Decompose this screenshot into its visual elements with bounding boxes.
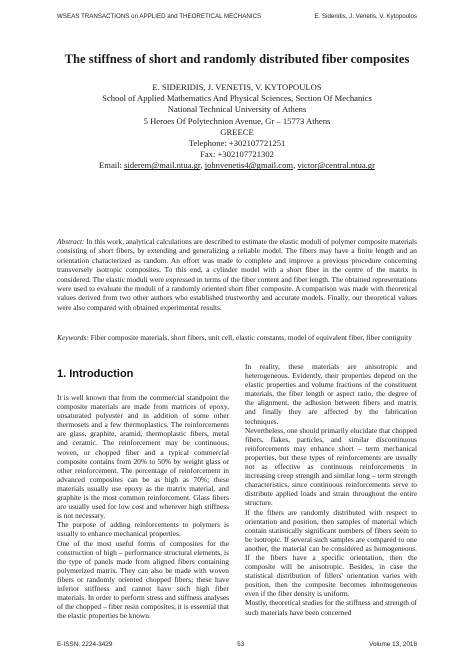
email-line (40, 160, 434, 171)
affiliation-country: GREECE (220, 126, 254, 137)
affiliation-university: National Technical University of Athens (167, 104, 307, 115)
author-affiliation-block (40, 82, 434, 172)
affiliation-school: School of Applied Mathematics And Physical Sciences, Section Of Mechanics (102, 93, 372, 104)
paragraph: Nevertheless, one should primarily elucidate that chopped fibers, flakes, particles, and similar discontinuous reinforcements may enhance short – term mechanical properties, but these types of reinforcements are usually not as effective as continuous reinforcements in increasing creep strength and similar long – term strength characteristics, since continuous reinforcements serve to distribute applied loads and strain throughout the entire structure. (245, 425, 417, 508)
keywords (57, 333, 417, 342)
header-authors: E. Sideridis, J. Venetis, V. Kytopoulos (314, 13, 417, 20)
page-footer (57, 641, 417, 651)
paper-title: The stiffness of short and randomly distributed fiber composites (64, 52, 410, 66)
footer-volume: Volume 13, 2018 (369, 641, 417, 648)
paragraph: Mostly, theoretical studies for the stiffness and strength of such materials have been concerned (245, 598, 417, 617)
email-separator: , (293, 160, 298, 171)
journal-name: WSEAS TRANSACTIONS on APPLIED and THEORETICAL MECHANICS (57, 13, 262, 20)
body-column-left (57, 366, 229, 620)
affiliation-telephone: Telephone: +302107721251 (188, 138, 286, 149)
abstract-text: In this work, analytical calculations are described to estimate the elastic moduli of polymer composite materials consisting of short fibers, by extending and generalizing a reliable model. The fibers may have a finite length and an orientation characterized as random. An effort was made to complete and improve a previous procedure concerning transversely isotropic composites. To this end, a cylinder model with a short fiber in the centre of the matrix is considered. The elastic moduli were expressed in terms of the fiber content and fiber length. The obtained representations were used to evaluate the moduli of a randomly oriented short fiber composite. A comparison was made with theoretical values derived from two other authors who established trustworthy and accurate models. Finally, our theoretical values were also compared with obtained experimental results. (57, 237, 417, 312)
abstract (57, 237, 417, 312)
email-separator: , (200, 160, 205, 171)
paragraph: It is well known that from the commercial standpoint the composite materials are made from matrices of epoxy, unsaturated polyester and in addition of some other thermosets and a few thermoplastics. The reinforcements are glass, graphite, aramid, thermoplastic fibers, metal and ceramic. The reinforcement may be continuous, woven, or chopped fiber and a typical commercial composite contains from 20% to 50% by weight glass or other reinforcement. The percentage of reinforcement in advanced composites can be as high as 70%; these materials usually use epoxy as the matrix material, and graphite is the most common reinforcement. Glass fibers are usually used for low cost and wherever high stiffness is not necessary. (57, 393, 229, 521)
paragraph: If the fibers are randomly distributed with respect to orientation and position, then samples of material which contain statistically significant numbers of fibers seem to be isotropic. If several such samples are compared to one another, the material can be considered as homogeneous. If the fibers have a specific orientation, then the composite will be anisotropic. Besides, in case the statistical distribution of fillers' orientation varies with position, then the composite becomes inhomogeneous even if the fiber density is uniform. (245, 507, 417, 599)
email-link-siderem[interactable]: siderem@mail.ntua.gr (124, 160, 201, 171)
affiliation-address: 5 Heroes Of Polytechnion Avenue, Gr – 15773 Athens (143, 115, 331, 126)
email-link-victor[interactable]: victor@central.ntua.gr (297, 160, 375, 171)
paragraph: One of the most useful forms of composites for the construction of high – performance structural elements, is the type of panels made from aligned fibers containing polymerized matrix. They can also be made with woven fibers or randomly oriented chopped fibers; these have inferior stiffness and cannot have such high fiber materials. In order to perform stress and stiffness analyses of the chopped – fiber resin composites, it is essential that the elastic properties be known. (57, 538, 229, 621)
keywords-text: Fiber composite materials, short fibers, unit cell, elastic constants, model of equivalent fiber, fiber contiguity (88, 333, 412, 342)
paragraph: The purpose of adding reinforcements to polymers is usually to enhance mechanical properties. (57, 520, 229, 539)
paragraph: In reality, these materials are anisotropic and heterogeneous. Evidently, their properties depend on the elastic properties and volume fractions of the constituent materials, the fiber length or aspect ratio, the degree of the alignment, the adhesion between fibers and matrix and finally they are affected by the fabrication techniques. (245, 362, 417, 426)
body-column-right (245, 362, 417, 617)
affiliation-fax: Fax: +302107721302 (200, 149, 274, 160)
section-heading-introduction: 1. Introduction (57, 368, 134, 380)
abstract-label: Abstract: (57, 237, 85, 246)
footer-eissn: E-ISSN: 2224-3429 (57, 641, 113, 648)
running-header (57, 13, 417, 23)
email-label: Email: (99, 160, 125, 171)
email-link-johnvenetis[interactable]: johnvenetis4@gmail.com (204, 160, 294, 171)
author-names: E. SIDERIDIS, J. VENETIS, V. KYTOPOULOS (152, 82, 322, 92)
keywords-label: Keywords: (57, 333, 89, 342)
footer-page-number: 53 (237, 641, 245, 648)
